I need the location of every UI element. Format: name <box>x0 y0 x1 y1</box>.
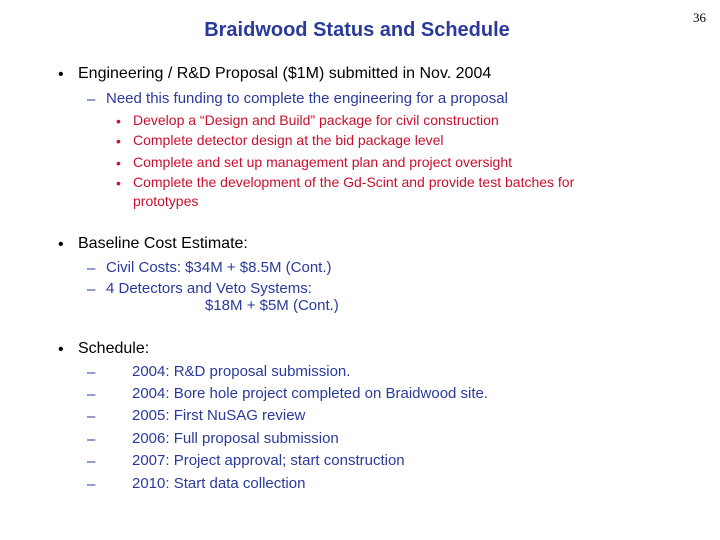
engineering-item: Complete the development of the Gd-Scint and provide test batches for <box>133 174 575 190</box>
bullet-marker: • <box>58 236 64 253</box>
schedule-item: 2004: R&D proposal submission. <box>132 363 351 380</box>
cost-item: Civil Costs: $34M + $8.5M (Cont.) <box>106 259 332 276</box>
bullet-marker: • <box>58 66 64 83</box>
engineering-item-continuation: prototypes <box>133 193 199 209</box>
schedule-item: 2006: Full proposal submission <box>132 430 339 447</box>
schedule-item: 2010: Start data collection <box>132 475 306 492</box>
dash-marker: – <box>87 408 96 425</box>
schedule-item: 2005: First NuSAG review <box>132 407 306 424</box>
dash-marker: – <box>87 260 96 277</box>
slide-title <box>0 19 720 42</box>
dash-marker: – <box>87 91 96 108</box>
cost-heading: Baseline Cost Estimate: <box>78 235 248 252</box>
engineering-heading: Engineering / R&D Proposal ($1M) submitted in Nov. 2004 <box>78 65 492 82</box>
bullet-marker: • <box>116 113 121 129</box>
cost-item-continuation: $18M + $5M (Cont.) <box>205 297 339 314</box>
dash-marker: – <box>87 431 96 448</box>
slide-title-text: Braidwood Status and Schedule <box>204 19 510 41</box>
dash-marker: – <box>87 281 96 298</box>
cost-item: 4 Detectors and Veto Systems: <box>106 280 312 297</box>
dash-marker: – <box>87 476 96 493</box>
schedule-item: 2007: Project approval; start construction <box>132 452 405 469</box>
dash-marker: – <box>87 386 96 403</box>
bullet-marker: • <box>116 133 121 149</box>
bullet-marker: • <box>116 155 121 171</box>
page-number: 36 <box>693 10 706 25</box>
engineering-item: Develop a “Design and Build” package for civil construction <box>133 112 499 128</box>
bullet-marker: • <box>58 341 64 358</box>
engineering-sub: Need this funding to complete the engineering for a proposal <box>106 90 508 107</box>
dash-marker: – <box>87 453 96 470</box>
bullet-marker: • <box>116 175 121 191</box>
schedule-item: 2004: Bore hole project completed on Braidwood site. <box>132 385 489 402</box>
schedule-heading: Schedule: <box>78 340 150 357</box>
dash-marker: – <box>87 364 96 381</box>
engineering-item: Complete and set up management plan and project oversight <box>133 154 513 170</box>
engineering-item: Complete detector design at the bid package level <box>133 132 444 148</box>
